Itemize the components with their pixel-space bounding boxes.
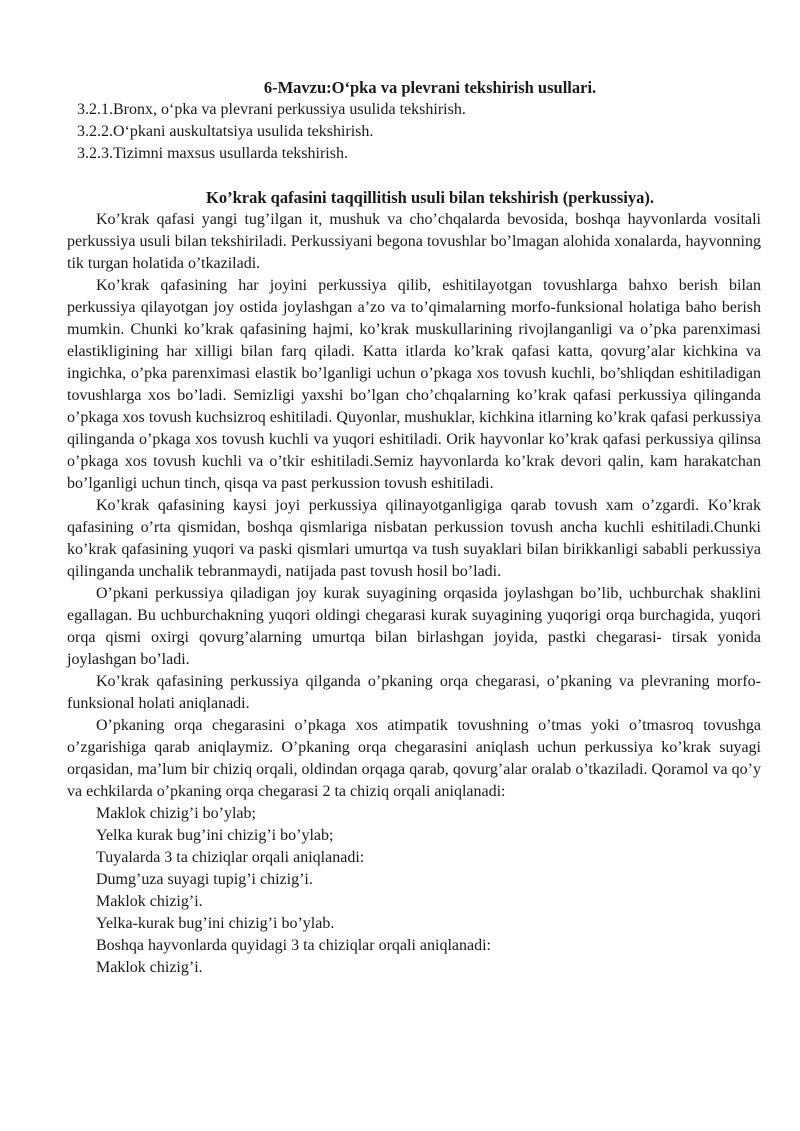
list-item: Maklok chizig’i bo’ylab;: [96, 805, 256, 822]
paragraph: Ko’krak qafasining kaysi joyi perkussiya qilinayotganligiga qarab tovush xam o’zgardi. Ko’krak qafasining o’rta qismidan, boshqa qismlariga nisbatan perkussion tovush ancha kuchli eshitiladi.Chunki ko’krak qafasining yuqori va paski qismlari umurtqa va tush suyaklari bilan birikkanligi sababli perkussiya qilinganda unchalik tebranmaydi, natijada past tovush hosil bo’ladi.: [67, 497, 761, 580]
list-item: Yelka kurak bug’ini chizig’i bo’ylab;: [96, 827, 334, 844]
paragraph: O’pkani perkussiya qiladigan joy kurak suyagining orqasida joylashgan bo’lib, uchburchak shaklini egallagan. Bu uchburchakning yuqori oldingi chegarasi kurak suyagining yuqorigi orqa burchagida, yuqori orqa qismi oxirgi qovurg’alarning umurtqa bilan birlashgan joyida, pastki chegarasi- tirsak yonida joylashgan bo’ladi.: [67, 585, 761, 668]
paragraph: Ko’krak qafasining perkussiya qilganda o’pkaning orqa chegarasi, o’pkaning va plevraning morfo-funksional holati aniqlanadi.: [67, 673, 761, 712]
list-item: Boshqa hayvonlarda quyidagi 3 ta chiziqlar orqali aniqlanadi:: [96, 937, 491, 954]
paragraph: Ko’krak qafasining har joyini perkussiya qilib, eshitilayotgan tovushlarga bahxo berish bilan perkussiya qilayotgan joy ostida joylashgan a’zo va to’qimalarning morfo-funksional holatiga baho berish mumkin. Chunki ko’krak qafasining hajmi, ko’krak muskullarining rivojlanganligi va o’pka parenximasi elastikligining har xilligi bilan farq qiladi. Katta itlarda ko’krak qafasi katta, qovurg’alar kichkina va ingichka, o’pka parenximasi elastik bo’lganligi uchun o’pkaga xos tovush kuchli, bo’shliqdan eshitiladigan tovushlarga xos bo’ladi. Semizligi yaxshi bo’lgan cho’chqalarning ko’krak qafasi perkussiya qilinganda o’pkaga xos tovush kuchsizroq eshitiladi. Quyonlar, mushuklar, kichkina itlarning ko’krak qafasi perkussiya qilinganda o’pkaga xos tovush kuchli va yuqori eshitiladi. Orik hayvonlar ko’krak qafasi perkussiya qilinsa o’pkaga xos tovush kuchli va o’tkir eshitiladi.Semiz hayvonlarda ko’krak devori qalin, kam harakatchan bo’lganligi uchun tinch, qisqa va past perkussion tovush eshitiladi.: [67, 277, 761, 492]
outline-item: 3.2.2.O‘pkani auskultatsiya usulida tekshirish.: [77, 123, 374, 140]
outline-item: 3.2.1.Bronx, o‘pka va plevrani perkussiya usulida tekshirish.: [77, 101, 466, 118]
paragraph: Ko’krak qafasi yangi tug’ilgan it, mushuk va cho’chqalarda bevosida, boshqa hayvonlarda vositali perkussiya usuli bilan tekshiriladi. Perkussiyani begona tovushlar bo’lmagan alohida xonalarda, hayvonning tik turgan holatida o’tkaziladi.: [67, 211, 761, 272]
paragraph: O’pkaning orqa chegarasini o’pkaga xos atimpatik tovushning o’tmas yoki o’tmasroq tovushga o’zgarishiga qarab aniqlaymiz. O’pkaning orqa chegarasini aniqlash uchun perkussiya ko’krak suyagi orqasidan, ma’lum bir chiziq orqali, oldindan orqaga qarab, qovurg’alar oralab o’tkaziladi. Qoramol va qo’y va echkilarda o’pkaning orqa chegarasi 2 ta chiziq orqali aniqlanadi:: [67, 717, 761, 800]
body-text: [67, 209, 761, 979]
line-list: [67, 803, 761, 979]
list-item: Dumg’uza suyagi tupig’i chizig’i.: [96, 871, 313, 888]
list-item: Yelka-kurak bug’ini chizig’i bo’ylab.: [96, 915, 335, 932]
topic-outline: [77, 99, 466, 165]
list-item: Maklok chizig’i.: [96, 959, 203, 976]
outline-item: 3.2.3.Tizimni maxsus usullarda tekshirish.: [77, 145, 348, 162]
page-title: 6-Mavzu:O‘pka va plevrani tekshirish usullari.: [263, 78, 597, 97]
list-item: Tuyalarda 3 ta chiziqlar orqali aniqlanadi:: [96, 849, 365, 866]
list-item: Maklok chizig’i.: [96, 893, 203, 910]
section-heading: Ko’krak qafasini taqqillitish usuli bilan tekshirish (perkussiya).: [206, 188, 654, 207]
